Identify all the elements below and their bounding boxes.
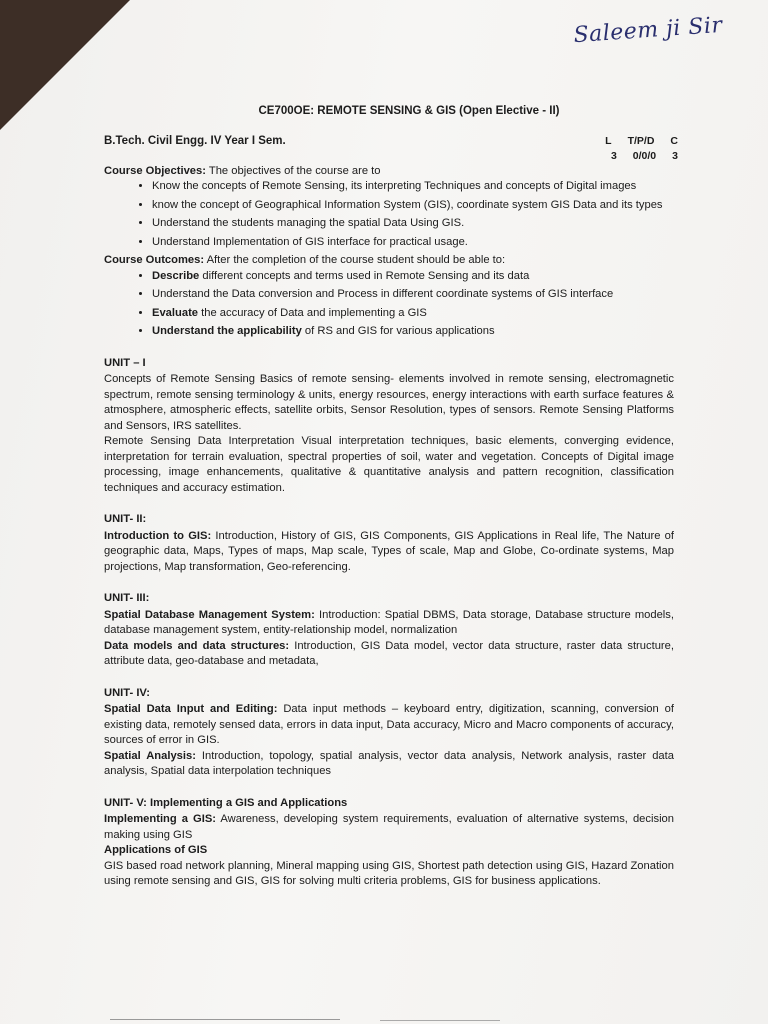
objective-item: • Understand the students managing the spatial Data Using GIS. [152,216,674,232]
outcomes-label: Course Outcomes: [104,254,205,266]
bottom-edge-line [110,1019,340,1020]
unit-1-para-1: Concepts of Remote Sensing Basics of remote sensing- elements involved in remote sensing, electromagnetic spectrum, remote sensing terminology & units, energy resources, energy interactions with earth surface features & atmosphere, atmospheric effects, satellite orbits, Sensor Resolution, types of sensors. Remote Sensing Platforms and Sensors, IRS satellites. [104,373,674,432]
unit-5-para-1: Implementing a GIS: Awareness, developing system requirements, evaluation of alternative systems, decision making using GIS [104,813,674,841]
ltpc-l-value: 3 [610,149,617,162]
bottom-edge-line [380,1020,500,1021]
objective-item: • know the concept of Geographical Information System (GIS), coordinate system GIS Data and its types [152,198,674,214]
outcome-item: • Understand the applicability of RS and GIS for various applications [152,324,674,340]
course-info-row [104,134,678,164]
unit-4-para-1: Spatial Data Input and Editing: Data input methods – keyboard entry, digitization, scanning, conversion of existing data, remotely sensed data, errors in data input, Data accuracy, Micro and Macro components of accuracy, sources of error in GIS. [104,703,674,746]
unit-5-para-2: GIS based road network planning, Mineral mapping using GIS, Shortest path detection using GIS, Hazard Zonation using remote sensing and GIS, GIS for solving multi criteria problems, GIS for business applications. [104,859,674,887]
course-objectives [104,164,674,251]
unit-3-para-2: Data models and data structures: Introduction, GIS Data model, vector data structure, raster data structure, attribute data, geo-database and metadata, [104,639,674,667]
unit-2 [104,512,674,575]
ltpc-tpd-value: 0/0/0 [632,149,657,162]
unit-5-heading: UNIT- V: Implementing a GIS and Applications [104,796,348,809]
unit-3-heading: UNIT- III: [104,592,150,604]
objectives-list [104,179,674,250]
handwritten-signature: Saleem ji Sir [572,12,724,49]
document-content [104,104,678,890]
ltpc-value-row [605,149,678,164]
objective-item: • Know the concepts of Remote Sensing, its interpreting Techniques and concepts of Digital images [152,179,674,195]
course-outcomes [104,253,674,340]
outcome-item: • Describe different concepts and terms used in Remote Sensing and its data [152,269,674,285]
program-label: B.Tech. Civil Engg. IV Year I Sem. [104,134,286,147]
ltpc-c-value: 3 [672,149,678,162]
ltpc-l-head: L [605,134,612,147]
unit-3 [104,591,674,670]
unit-3-para-1: Spatial Database Management System: Introduction: Spatial DBMS, Data storage, Database structure models, database management system, entity-relationship model, normalization [104,608,674,636]
unit-1-heading: UNIT – I [104,356,146,369]
unit-5 [104,796,674,890]
objectives-intro: The objectives of the course are to [208,164,381,177]
outcomes-intro: After the completion of the course student should be able to: [206,254,506,266]
outcome-item: • Evaluate the accuracy of Data and implementing a GIS [152,306,674,322]
ltpc-head-row [605,134,678,149]
outcomes-list [104,269,674,340]
unit-1-para-2: Remote Sensing Data Interpretation Visual interpretation techniques, basic elements, converging evidence, interpretation for terrain evaluation, spectral properties of soil, water and vegetation. Concepts of Digital image processing, image enhancements, qualitative & quantitative analysis and pattern recognition, classification techniques and accuracy estimation. [104,435,674,494]
outcome-item: • Understand the Data conversion and Process in different coordinate systems of GIS interface [152,287,674,303]
unit-5-subheading: Applications of GIS [104,844,208,856]
unit-4 [104,686,674,780]
objectives-label: Course Objectives: [104,164,206,177]
unit-4-heading: UNIT- IV: [104,686,150,699]
unit-2-para: Introduction to GIS: Introduction, History of GIS, GIS Components, GIS Applications in Real life, The Nature of geographic data, Maps, Types of maps, Map scale, Types of scale, Map and Globe, Co-ordinate systems, Map projections, Map transformation, Geo-referencing. [104,529,674,573]
ltpc-tpd-head: T/P/D [627,134,655,147]
ltpc-c-head: C [670,134,678,147]
ltpc-table [605,134,678,164]
objective-item: • Understand Implementation of GIS interface for practical usage. [152,235,674,251]
unit-2-heading: UNIT- II: [104,513,147,525]
course-title: CE700OE: REMOTE SENSING & GIS (Open Elective - II) [258,105,560,117]
unit-1 [104,356,674,497]
unit-4-para-2: Spatial Analysis: Introduction, topology, spatial analysis, vector data analysis, Network analysis, raster data analysis, Spatial data interpolation techniques [104,749,674,777]
